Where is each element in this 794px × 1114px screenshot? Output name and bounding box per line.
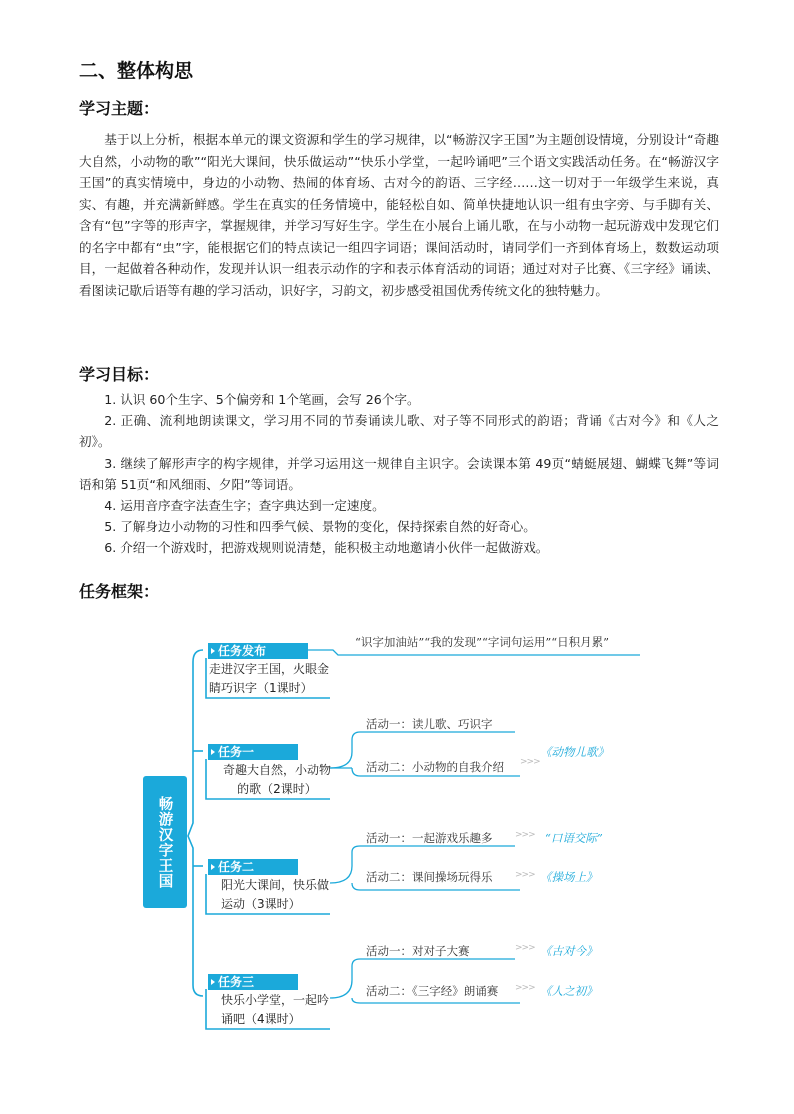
chevron-icon: >>> [515, 830, 535, 840]
activity-label: 活动一：读儿歌、巧识字 [366, 717, 493, 731]
task-tab-1: 任务一 [208, 744, 298, 760]
chevron-icon: >>> [515, 870, 535, 880]
activity-label: 活动二：《三字经》朗诵赛 [366, 984, 499, 998]
task-desc: 阳光大课间，快乐做运动（3课时） [221, 878, 330, 911]
goal-item: 6. 介绍一个游戏时，把游戏规则说清楚，能积极主动地邀请小伙伴一起做游戏。 [104, 540, 549, 556]
chevron-icon: >>> [520, 757, 540, 767]
theme-paragraph: 基于以上分析，根据本单元的课文资源和学生的学习规律，以“畅游汉字王国”为主题创设情境，分别设计“奇趣大自然，小动物的歌”“阳光大课间，快乐做运动”“快乐小学堂，一起吟诵吧”三个语文实践活动任务。在“畅游汉字王国”的真实情境中，身边的小动物、热闹的体育场、古对今的韵语、三字经……这一切对于一年级学生来说，真实、有趣，并充满新鲜感。学生在真实的任务情境中，能轻松自如、简单快捷地认识一组有虫字旁、与手脚有关、含有“包”字等的形声字，掌握规律，并学习写好生字。学生在小展台上诵儿歌，在与小动物一起玩游戏中发现它们的名字中都有“虫”字，能根据它们的特点读记一组四字词语；课间活动时，请同学们一齐到体育场上，数数运动项目，一起做着各种动作，发现并认识一组表示动作的字和表示体育活动的词语；通过对对子比赛、《三字经》诵读、看图读记歇后语等有趣的学习活动，识好字，习韵文，初步感受祖国优秀传统文化的独特魅力。 [79, 132, 719, 298]
activity-label: 活动一：对对子大赛 [366, 944, 470, 958]
task-tab-3: 任务三 [208, 974, 298, 990]
book-title: 《人之初》 [540, 984, 598, 998]
theme-title: 学习主题： [79, 99, 160, 118]
goals-list [79, 389, 719, 559]
task-tab-2: 任务二 [208, 859, 298, 875]
goal-item: 2. 正确、流利地朗读课文，学习用不同的节奏诵读儿歌、对子等不同形式的韵语；背诵《古对今》和《人之初》。 [79, 413, 719, 450]
goals-title: 学习目标： [79, 365, 160, 384]
activity-label: 活动一：一起游戏乐趣多 [366, 831, 493, 845]
top-activities: “识字加油站”“我的发现”“字词句运用”“日积月累” [355, 635, 610, 649]
task-desc: 走进汉字王国，火眼金睛巧识字（1课时） [209, 662, 330, 695]
task-desc: 快乐小学堂，一起吟诵吧（4课时） [221, 993, 330, 1026]
root-node: 畅游汉字王国 [143, 776, 187, 908]
task-desc: 奇趣大自然，小动物的歌（2课时） [222, 763, 331, 796]
goal-item: 3. 继续了解形声字的构字规律，并学习运用这一规律自主识字。会读课本第 49页“蜻蜓展翅、蝴蝶飞舞”等词语和第 51页“和风细雨、夕阳”等词语。 [79, 455, 719, 492]
activity-label: 活动二：课间操场玩得乐 [366, 870, 493, 884]
book-title: “口语交际” [545, 831, 603, 845]
book-title: 《操场上》 [540, 870, 598, 884]
book-title: 《古对今》 [540, 944, 598, 958]
framework-title: 任务框架： [79, 582, 160, 601]
task-tab-release: 任务发布 [208, 643, 308, 659]
goal-item: 5. 了解身边小动物的习性和四季气候、景物的变化，保持探索自然的好奇心。 [104, 519, 536, 535]
goal-item: 1. 认识 60个生字、5个偏旁和 1个笔画，会写 26个字。 [104, 392, 420, 407]
activity-label: 活动二：小动物的自我介绍 [366, 760, 504, 774]
goal-item: 4. 运用音序查字法查生字；查字典达到一定速度。 [104, 498, 385, 514]
chevron-icon: >>> [515, 943, 535, 953]
chevron-icon: >>> [515, 983, 535, 993]
book-title: 《动物儿歌》 [540, 745, 609, 759]
section-heading: 二、整体构思 [79, 60, 194, 82]
